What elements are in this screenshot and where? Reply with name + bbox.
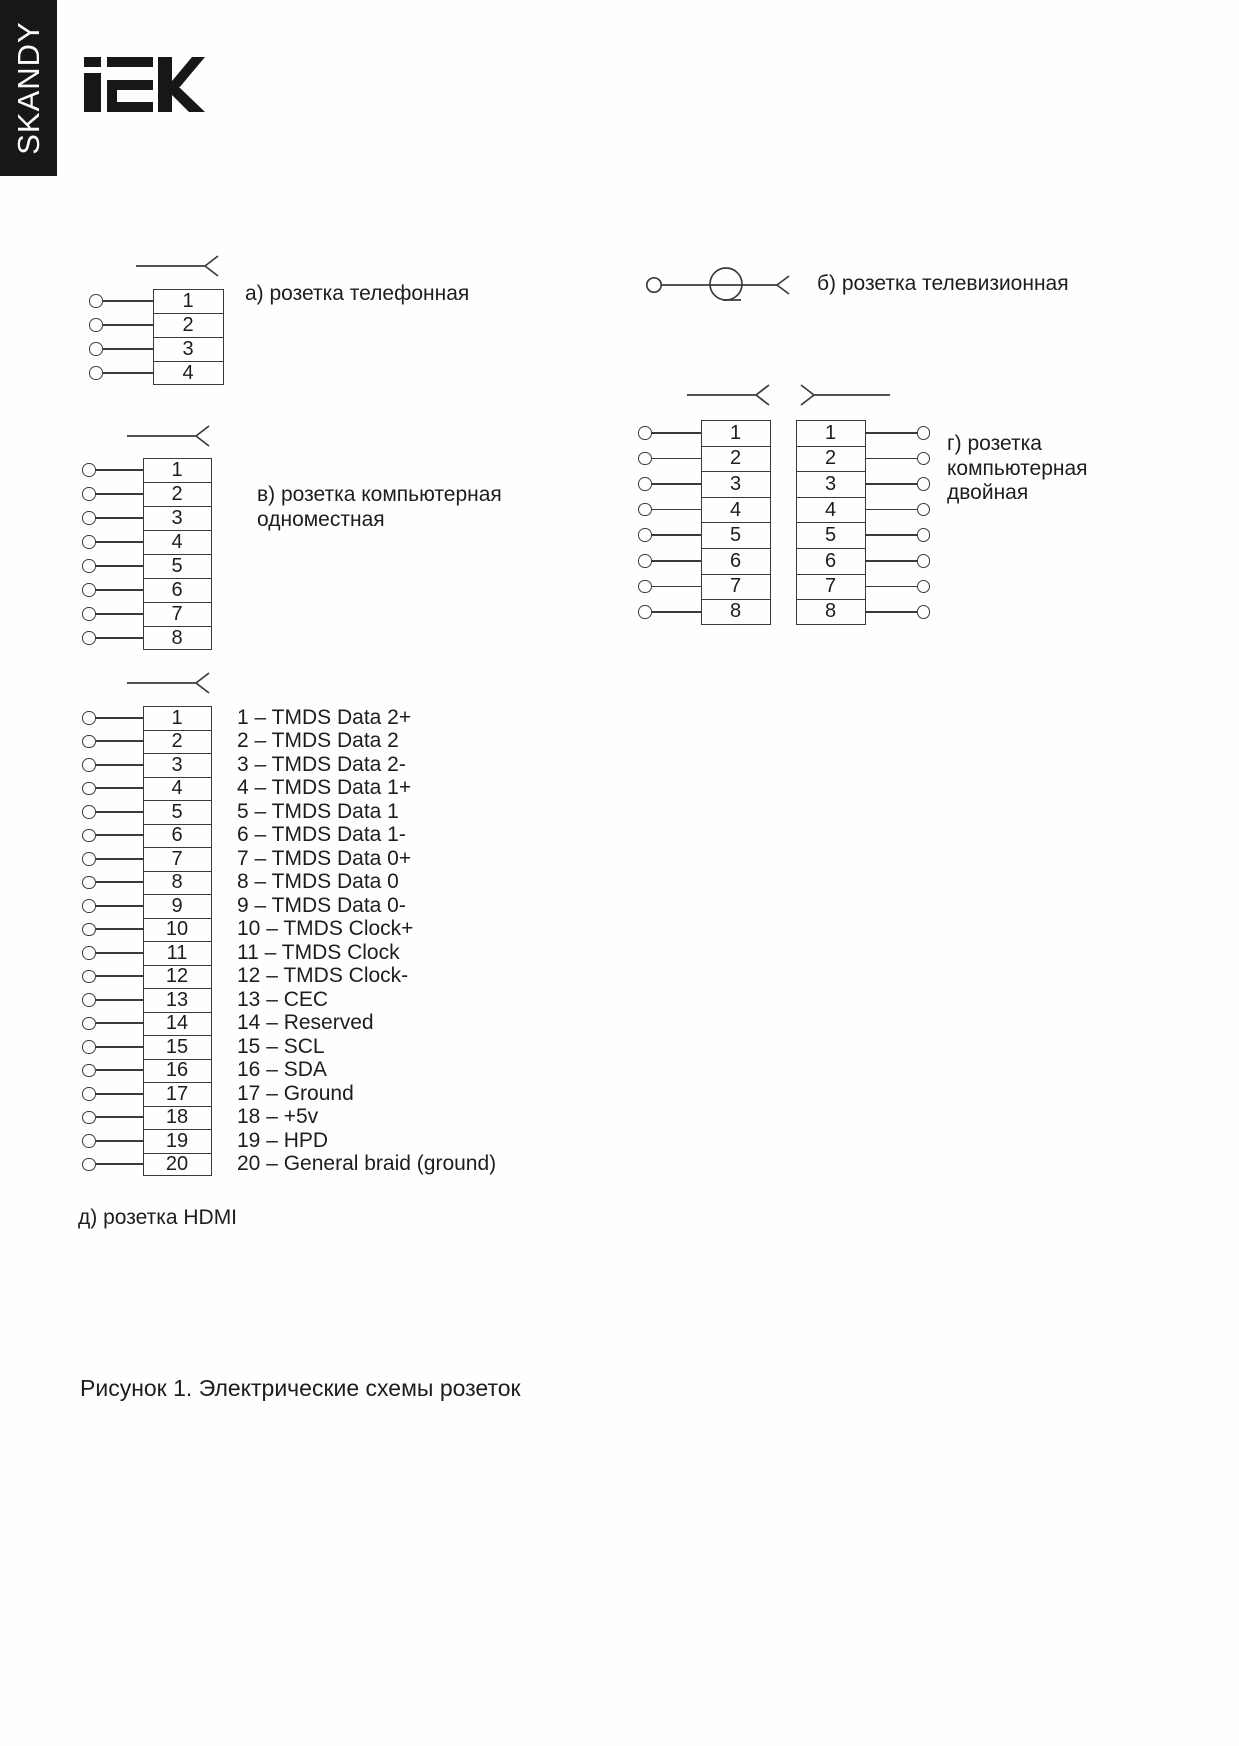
pin-row bbox=[82, 965, 212, 989]
wire-line bbox=[96, 1069, 143, 1071]
wire-line bbox=[96, 1116, 143, 1118]
pin-number: 2 bbox=[143, 482, 212, 506]
hdmi-pin-description: 12 – TMDS Clock- bbox=[237, 964, 409, 988]
terminal-circle-icon bbox=[82, 583, 96, 597]
terminal-circle-icon bbox=[82, 1134, 96, 1148]
pin-number: 14 bbox=[143, 1012, 212, 1036]
pin-number: 4 bbox=[796, 497, 866, 523]
pin-number: 1 bbox=[153, 289, 224, 313]
pin-row bbox=[82, 847, 212, 871]
terminal-circle-icon bbox=[638, 605, 652, 619]
hdmi-pin-description: 8 – TMDS Data 0 bbox=[237, 870, 399, 894]
wire-line bbox=[96, 928, 143, 930]
terminal-circle-icon bbox=[89, 342, 103, 356]
pin-row bbox=[89, 337, 224, 361]
pin-number: 7 bbox=[701, 574, 771, 600]
pin-row bbox=[82, 824, 212, 848]
hdmi-pin-description: 3 – TMDS Data 2- bbox=[237, 752, 406, 776]
hdmi-pin-description: 6 – TMDS Data 1- bbox=[237, 823, 406, 847]
pin-row bbox=[82, 941, 212, 965]
terminal-circle-icon bbox=[82, 1040, 96, 1054]
pin-row bbox=[82, 871, 212, 895]
pin-number: 6 bbox=[796, 548, 866, 574]
pin-row bbox=[82, 706, 212, 730]
wire-line bbox=[103, 348, 153, 350]
terminal-circle-icon bbox=[82, 711, 96, 725]
terminal-circle-icon bbox=[917, 503, 931, 517]
terminal-circle-icon bbox=[638, 503, 652, 517]
pin-number: 7 bbox=[796, 574, 866, 600]
terminal-circle-icon bbox=[82, 993, 96, 1007]
pin-row bbox=[82, 530, 212, 554]
pin-number: 15 bbox=[143, 1035, 212, 1059]
wire-line bbox=[96, 834, 143, 836]
wire-line bbox=[96, 517, 143, 519]
terminal-circle-icon bbox=[82, 1087, 96, 1101]
label-line: одноместная bbox=[257, 508, 385, 531]
pin-row bbox=[82, 554, 212, 578]
pin-row bbox=[82, 918, 212, 942]
pin-number: 17 bbox=[143, 1082, 212, 1106]
pin-row bbox=[796, 574, 931, 600]
pin-number: 4 bbox=[153, 361, 224, 385]
telephone-pin-block bbox=[89, 289, 224, 385]
pin-row bbox=[796, 548, 931, 574]
pin-row bbox=[796, 446, 931, 472]
pin-number: 1 bbox=[701, 420, 771, 446]
pin-row bbox=[89, 361, 224, 385]
pin-row bbox=[638, 446, 771, 472]
terminal-circle-icon bbox=[82, 511, 96, 525]
terminal-circle-icon bbox=[917, 528, 931, 542]
plug-fork-icon-mirrored bbox=[798, 382, 892, 408]
wire-line bbox=[96, 565, 143, 567]
wire-line bbox=[652, 611, 701, 613]
pin-number: 6 bbox=[701, 548, 771, 574]
pin-number: 10 bbox=[143, 918, 212, 942]
pin-number: 1 bbox=[796, 420, 866, 446]
pin-row bbox=[82, 1106, 212, 1130]
pin-row bbox=[89, 313, 224, 337]
terminal-circle-icon bbox=[638, 477, 652, 491]
wire-line bbox=[866, 611, 917, 613]
wire-line bbox=[96, 541, 143, 543]
terminal-circle-icon bbox=[82, 631, 96, 645]
pin-number: 20 bbox=[143, 1153, 212, 1177]
pin-row bbox=[82, 578, 212, 602]
pin-number: 3 bbox=[796, 471, 866, 497]
pin-number: 8 bbox=[796, 599, 866, 625]
hdmi-pin-description: 15 – SCL bbox=[237, 1034, 325, 1058]
terminal-circle-icon bbox=[82, 1017, 96, 1031]
pin-row bbox=[796, 420, 931, 446]
plug-fork-icon bbox=[126, 423, 214, 449]
pin-row bbox=[82, 1035, 212, 1059]
computer-single-pin-block bbox=[82, 458, 212, 650]
pin-row bbox=[796, 522, 931, 548]
wire-line bbox=[96, 952, 143, 954]
label-line: в) розетка компьютерная bbox=[257, 483, 502, 506]
pin-number: 1 bbox=[143, 458, 212, 482]
wire-line bbox=[652, 560, 701, 562]
wire-line bbox=[96, 740, 143, 742]
brand-sidebar bbox=[0, 0, 57, 176]
terminal-circle-icon bbox=[82, 463, 96, 477]
pin-row bbox=[89, 289, 224, 313]
wire-line bbox=[96, 469, 143, 471]
pin-number: 7 bbox=[143, 847, 212, 871]
terminal-circle-icon bbox=[917, 426, 931, 440]
pin-number: 3 bbox=[701, 471, 771, 497]
terminal-circle-icon bbox=[82, 607, 96, 621]
wire-line bbox=[96, 858, 143, 860]
pin-row bbox=[796, 471, 931, 497]
pin-row bbox=[82, 458, 212, 482]
terminal-circle-icon bbox=[82, 805, 96, 819]
terminal-circle-icon bbox=[638, 554, 652, 568]
pin-row bbox=[82, 602, 212, 626]
tv-label: б) розетка телевизионная bbox=[817, 272, 1069, 295]
terminal-circle-icon bbox=[917, 477, 931, 491]
pin-number: 4 bbox=[143, 777, 212, 801]
pin-row bbox=[82, 777, 212, 801]
pin-number: 6 bbox=[143, 824, 212, 848]
pin-row bbox=[82, 1129, 212, 1153]
pin-number: 3 bbox=[143, 506, 212, 530]
pin-number: 2 bbox=[143, 730, 212, 754]
pin-block-right bbox=[796, 420, 931, 625]
wire-line bbox=[96, 905, 143, 907]
wire-line bbox=[866, 560, 917, 562]
terminal-circle-icon bbox=[917, 580, 931, 594]
wire-line bbox=[866, 483, 917, 485]
label-line: г) розетка bbox=[947, 432, 1042, 455]
hdmi-pin-description: 4 – TMDS Data 1+ bbox=[237, 776, 412, 800]
wire-line bbox=[103, 324, 153, 326]
pin-number: 5 bbox=[143, 800, 212, 824]
pin-row bbox=[82, 1012, 212, 1036]
pin-row bbox=[82, 988, 212, 1012]
terminal-circle-icon bbox=[638, 580, 652, 594]
wire-line bbox=[652, 458, 701, 460]
wire-line bbox=[96, 1022, 143, 1024]
wire-line bbox=[96, 589, 143, 591]
pin-row bbox=[82, 894, 212, 918]
terminal-circle-icon bbox=[82, 852, 96, 866]
pin-row bbox=[638, 471, 771, 497]
wire-line bbox=[96, 999, 143, 1001]
terminal-circle-icon bbox=[917, 452, 931, 466]
pin-block-left bbox=[638, 420, 771, 625]
label-line: двойная bbox=[947, 481, 1029, 504]
terminal-circle-icon bbox=[82, 876, 96, 890]
hdmi-label: д) розетка HDMI bbox=[78, 1206, 238, 1229]
wire-line bbox=[96, 975, 143, 977]
pin-number: 18 bbox=[143, 1106, 212, 1130]
terminal-circle-icon bbox=[638, 426, 652, 440]
hdmi-pin-description: 17 – Ground bbox=[237, 1081, 354, 1105]
hdmi-pin-description: 20 – General braid (ground) bbox=[237, 1152, 497, 1176]
hdmi-pin-description: 9 – TMDS Data 0- bbox=[237, 893, 406, 917]
pin-number: 2 bbox=[796, 446, 866, 472]
computer-double-pin-blocks bbox=[638, 420, 930, 625]
pin-number: 13 bbox=[143, 988, 212, 1012]
pin-row bbox=[638, 497, 771, 523]
pin-row bbox=[82, 1153, 212, 1177]
wire-line bbox=[652, 534, 701, 536]
hdmi-pin-description: 14 – Reserved bbox=[237, 1011, 374, 1035]
wire-line bbox=[96, 881, 143, 883]
terminal-circle-icon bbox=[82, 923, 96, 937]
pin-number: 7 bbox=[143, 602, 212, 626]
wire-line bbox=[866, 458, 917, 460]
terminal-circle-icon bbox=[82, 1158, 96, 1172]
terminal-circle-icon bbox=[82, 487, 96, 501]
pin-row bbox=[796, 599, 931, 625]
pin-number: 5 bbox=[701, 522, 771, 548]
computer-double-label bbox=[947, 432, 1088, 506]
hdmi-pin-description: 18 – +5v bbox=[237, 1105, 319, 1129]
wire-line bbox=[652, 586, 701, 588]
terminal-circle-icon bbox=[89, 318, 103, 332]
wire-line bbox=[96, 811, 143, 813]
wire-line bbox=[652, 483, 701, 485]
pin-number: 4 bbox=[143, 530, 212, 554]
pin-row bbox=[638, 522, 771, 548]
computer-single-label bbox=[257, 482, 502, 532]
pin-row bbox=[82, 730, 212, 754]
pin-number: 8 bbox=[143, 871, 212, 895]
terminal-circle-icon bbox=[82, 829, 96, 843]
terminal-circle-icon bbox=[82, 946, 96, 960]
wire-line bbox=[96, 787, 143, 789]
pin-row bbox=[82, 1082, 212, 1106]
pin-number: 2 bbox=[701, 446, 771, 472]
pin-number: 1 bbox=[143, 706, 212, 730]
pin-number: 12 bbox=[143, 965, 212, 989]
wire-line bbox=[652, 509, 701, 511]
pin-row bbox=[82, 482, 212, 506]
wire-line bbox=[652, 432, 701, 434]
terminal-circle-icon bbox=[917, 554, 931, 568]
tv-socket-symbol bbox=[640, 263, 795, 308]
terminal-circle-icon bbox=[82, 535, 96, 549]
wire-line bbox=[96, 493, 143, 495]
wire-line bbox=[96, 613, 143, 615]
plug-fork-icon bbox=[135, 253, 223, 279]
terminal-circle-icon bbox=[82, 782, 96, 796]
wire-line bbox=[96, 1046, 143, 1048]
hdmi-pin-description: 19 – HPD bbox=[237, 1128, 329, 1152]
hdmi-pin-description: 7 – TMDS Data 0+ bbox=[237, 846, 412, 870]
pin-number: 3 bbox=[153, 337, 224, 361]
terminal-circle-icon bbox=[82, 970, 96, 984]
terminal-circle-icon bbox=[89, 294, 103, 308]
wire-line bbox=[96, 1093, 143, 1095]
pin-row bbox=[82, 626, 212, 650]
pin-row bbox=[82, 753, 212, 777]
pin-number: 5 bbox=[796, 522, 866, 548]
pin-row bbox=[638, 599, 771, 625]
hdmi-pin-description: 11 – TMDS Clock bbox=[237, 940, 400, 964]
wire-line bbox=[96, 637, 143, 639]
hdmi-pin-block bbox=[82, 706, 212, 1176]
pin-row bbox=[638, 574, 771, 600]
pin-row bbox=[638, 420, 771, 446]
terminal-circle-icon bbox=[82, 1064, 96, 1078]
terminal-circle-icon bbox=[82, 758, 96, 772]
iek-logo bbox=[84, 57, 205, 112]
pin-row bbox=[82, 506, 212, 530]
pin-row bbox=[796, 497, 931, 523]
plug-fork-icon bbox=[126, 670, 214, 696]
wire-line bbox=[866, 534, 917, 536]
terminal-circle-icon bbox=[82, 1111, 96, 1125]
terminal-circle-icon bbox=[638, 528, 652, 542]
pin-number: 6 bbox=[143, 578, 212, 602]
wire-line bbox=[103, 372, 153, 374]
pin-number: 4 bbox=[701, 497, 771, 523]
terminal-circle-icon bbox=[89, 366, 103, 380]
pin-number: 19 bbox=[143, 1129, 212, 1153]
wire-line bbox=[866, 509, 917, 511]
wire-line bbox=[96, 1163, 143, 1165]
pin-number: 3 bbox=[143, 753, 212, 777]
figure-caption: Рисунок 1. Электрические схемы розеток bbox=[80, 1375, 521, 1401]
pin-number: 8 bbox=[701, 599, 771, 625]
pin-number: 11 bbox=[143, 941, 212, 965]
terminal-circle-icon bbox=[82, 559, 96, 573]
hdmi-pin-description: 2 – TMDS Data 2 bbox=[237, 729, 399, 753]
terminal-circle-icon bbox=[917, 605, 931, 619]
hdmi-pin-description: 1 – TMDS Data 2+ bbox=[237, 705, 412, 729]
pin-number: 5 bbox=[143, 554, 212, 578]
wire-line bbox=[866, 586, 917, 588]
wire-line bbox=[96, 717, 143, 719]
wire-line bbox=[96, 764, 143, 766]
hdmi-pin-description: 16 – SDA bbox=[237, 1058, 327, 1082]
pin-number: 8 bbox=[143, 626, 212, 650]
pin-number: 2 bbox=[153, 313, 224, 337]
terminal-circle-icon bbox=[82, 735, 96, 749]
pin-number: 16 bbox=[143, 1059, 212, 1083]
plug-fork-icon bbox=[686, 382, 774, 408]
wire-line bbox=[96, 1140, 143, 1142]
hdmi-pin-descriptions bbox=[237, 706, 496, 1176]
sidebar-brand-text: SKANDY bbox=[10, 21, 46, 155]
terminal-circle-icon bbox=[82, 899, 96, 913]
hdmi-pin-description: 5 – TMDS Data 1 bbox=[237, 799, 399, 823]
wire-line bbox=[103, 300, 153, 302]
hdmi-pin-description: 13 – CEC bbox=[237, 987, 329, 1011]
hdmi-pin-description: 10 – TMDS Clock+ bbox=[237, 917, 414, 941]
wire-line bbox=[866, 432, 917, 434]
pin-row bbox=[82, 800, 212, 824]
label-line: компьютерная bbox=[947, 456, 1088, 480]
pin-number: 9 bbox=[143, 894, 212, 918]
terminal-circle-icon bbox=[638, 452, 652, 466]
pin-row bbox=[638, 548, 771, 574]
telephone-label: а) розетка телефонная bbox=[245, 282, 470, 305]
pin-row bbox=[82, 1059, 212, 1083]
